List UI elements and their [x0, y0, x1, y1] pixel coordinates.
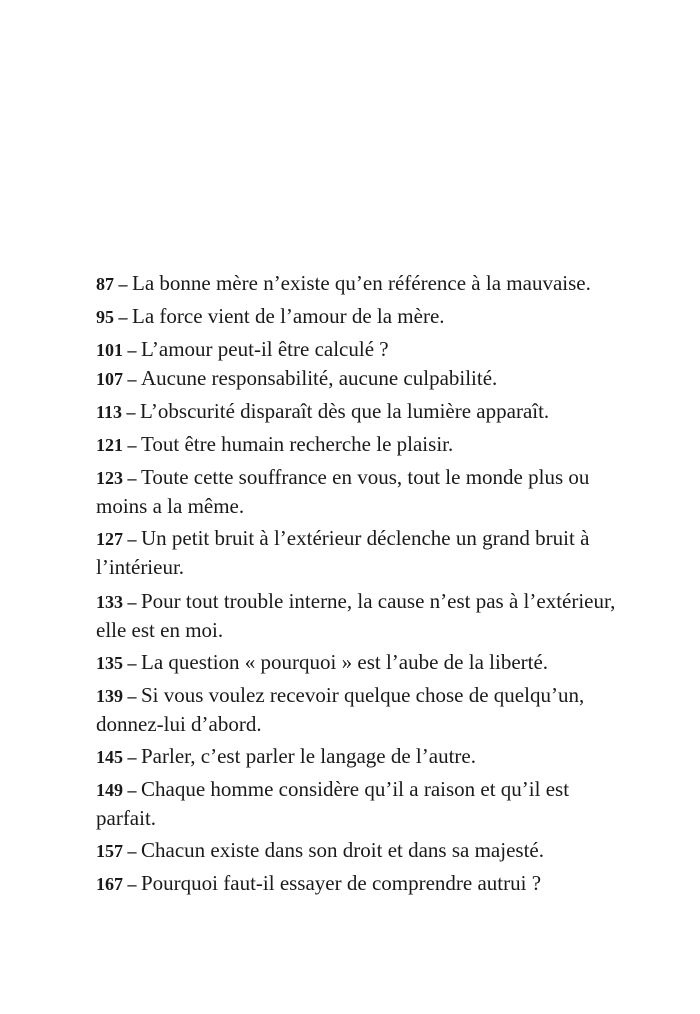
- toc-entry-text: La force vient de l’amour de la mère.: [132, 304, 445, 328]
- toc-entry-text: La question « pourquoi » est l’aube de la liberté.: [141, 650, 549, 674]
- toc-entry: [96, 269, 626, 298]
- table-of-contents-list: [96, 269, 626, 902]
- toc-entry-number: 139 –: [96, 686, 141, 706]
- toc-entry: [96, 335, 626, 364]
- toc-entry-number: 101 –: [96, 340, 141, 360]
- toc-entry: [96, 524, 626, 581]
- toc-entry-number: 133 –: [96, 592, 141, 612]
- toc-entry: [96, 836, 626, 865]
- toc-entry-number: 145 –: [96, 747, 141, 767]
- toc-entry-text: Tout être humain recherche le plaisir.: [141, 432, 454, 456]
- toc-entry-text: Si vous voulez recevoir quelque chose de quelqu’un, donnez-lui d’abord.: [96, 683, 585, 736]
- toc-entry-number: 87 –: [96, 274, 132, 294]
- toc-entry-text: Aucune responsabilité, aucune culpabilité.: [141, 366, 498, 390]
- toc-entry-text: L’amour peut-il être calculé ?: [141, 337, 389, 361]
- toc-entry-number: 121 –: [96, 435, 141, 455]
- toc-entry: [96, 742, 626, 771]
- toc-entry-number: 157 –: [96, 841, 141, 861]
- toc-entry: [96, 587, 626, 644]
- toc-entry: [96, 869, 626, 898]
- toc-entry-text: Chacun existe dans son droit et dans sa majesté.: [141, 838, 544, 862]
- toc-entry-text: Chaque homme considère qu’il a raison et qu’il est parfait.: [96, 777, 570, 830]
- toc-entry-text: Un petit bruit à l’extérieur déclenche un grand bruit à l’intérieur.: [96, 526, 590, 579]
- toc-entry-text: La bonne mère n’existe qu’en référence à la mauvaise.: [132, 271, 591, 295]
- toc-entry-text: L’obscurité disparaît dès que la lumière apparaît.: [140, 399, 550, 423]
- toc-entry: [96, 397, 626, 426]
- toc-entry: [96, 463, 626, 520]
- toc-entry-number: 107 –: [96, 369, 141, 389]
- toc-entry-number: 135 –: [96, 653, 141, 673]
- toc-entry: [96, 775, 626, 832]
- toc-entry-number: 113 –: [96, 402, 141, 422]
- toc-entry-number: 167 –: [96, 874, 141, 894]
- toc-entry: [96, 648, 626, 677]
- toc-entry-text: Pourquoi faut-il essayer de comprendre autrui ?: [141, 871, 542, 895]
- toc-entry-number: 95 –: [96, 307, 132, 327]
- toc-entry-number: 149 –: [96, 780, 141, 800]
- toc-entry-text: Pour tout trouble interne, la cause n’est pas à l’extérieur, elle est en moi.: [96, 589, 616, 642]
- toc-entry: [96, 302, 626, 331]
- toc-entry-number: 127 –: [96, 529, 141, 549]
- toc-entry-number: 123 –: [96, 468, 141, 488]
- toc-entry: [96, 681, 626, 738]
- toc-entry-text: Toute cette souffrance en vous, tout le monde plus ou moins a la même.: [96, 465, 590, 518]
- toc-entry-text: Parler, c’est parler le langage de l’autre.: [141, 744, 476, 768]
- toc-entry: [96, 430, 626, 459]
- toc-entry: [96, 364, 626, 393]
